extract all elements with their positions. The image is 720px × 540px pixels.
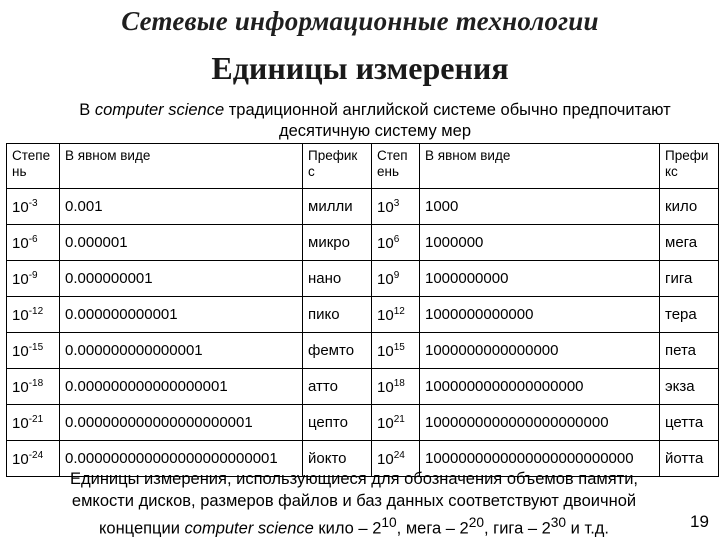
small-prefix: цепто: [308, 414, 348, 431]
cell-pos-power: [372, 225, 420, 261]
power-base: 10: [377, 198, 394, 216]
cell-neg-power: [7, 261, 60, 297]
large-prefix: гига: [665, 270, 693, 287]
cell-small-value: [60, 369, 303, 405]
large-prefix: мега: [665, 234, 698, 251]
power-exponent: 3: [393, 197, 400, 209]
cell-large-prefix: [660, 333, 719, 369]
cell-large-prefix: [660, 441, 719, 477]
cell-large-value: [420, 369, 660, 405]
cell-small-value: [60, 297, 303, 333]
cell-large-prefix: [660, 405, 719, 441]
cell-large-value: [420, 189, 660, 225]
header-explicit: В явном виде: [60, 144, 303, 189]
small-prefix: йокто: [308, 450, 347, 467]
large-prefix: кило: [665, 198, 698, 215]
slide-title: Единицы измерения: [211, 50, 509, 86]
power-exponent: -24: [28, 449, 44, 461]
large-prefix: пета: [665, 342, 697, 359]
cell-large-prefix: [660, 297, 719, 333]
intro-part2: традиционной английской системе обычно предпочитают: [224, 101, 671, 119]
cell-large-prefix: [660, 225, 719, 261]
power-base: 10: [377, 378, 394, 396]
small-prefix: пико: [308, 306, 340, 323]
power-base: 10: [377, 270, 394, 288]
small-value: 0.000000000000000001: [65, 378, 228, 395]
large-value: 1000000000000000000: [425, 378, 584, 395]
power-base: 10: [377, 234, 394, 252]
large-prefix: йотта: [665, 450, 704, 467]
power-base: 10: [12, 378, 29, 396]
power-exponent: 6: [393, 233, 400, 245]
header-power: Степе нь: [7, 144, 60, 189]
small-value: 0.001: [65, 198, 103, 215]
power-base: 10: [377, 414, 394, 432]
cell-neg-power: [7, 189, 60, 225]
cell-pos-power: [372, 369, 420, 405]
cell-pos-power: [372, 297, 420, 333]
footer-italic: computer science: [184, 519, 314, 538]
slide-header: Сетевые информационные технологии: [121, 6, 599, 36]
cell-pos-power: [372, 261, 420, 297]
cell-small-prefix: [303, 189, 372, 225]
cell-neg-power: [7, 333, 60, 369]
table-row: [7, 405, 719, 441]
power-exponent: -12: [28, 305, 44, 317]
header-explicit-2: В явном виде: [420, 144, 660, 189]
small-value: 0.000001: [65, 234, 128, 251]
cell-large-prefix: [660, 189, 719, 225]
power-exponent: -21: [28, 413, 44, 425]
small-prefix: атто: [308, 378, 338, 395]
units-table: [6, 143, 719, 477]
power-exponent: 15: [393, 341, 405, 353]
power-base: 10: [377, 450, 394, 468]
table-header-row: [7, 144, 719, 189]
footer-line2: емкости дисков, размеров файлов и баз данных соответствуют двоичной: [71, 492, 637, 510]
cell-small-prefix: [303, 333, 372, 369]
large-value: 1000000000000000000000000: [425, 450, 634, 467]
power-base: 10: [12, 414, 29, 432]
small-prefix: микро: [308, 234, 350, 251]
power-exponent: -6: [28, 233, 38, 245]
cell-neg-power: [7, 225, 60, 261]
cell-small-prefix: [303, 369, 372, 405]
footer-text: [44, 468, 664, 540]
power-base: 10: [12, 198, 29, 216]
large-value: 1000000000000: [425, 306, 534, 323]
cell-small-prefix: [303, 261, 372, 297]
header-prefix-2: Префи кс: [660, 144, 719, 189]
power-base: 10: [12, 450, 29, 468]
cell-pos-power: [372, 189, 420, 225]
large-prefix: тера: [665, 306, 697, 323]
power-base: 10: [12, 270, 29, 288]
power-base: 10: [12, 342, 29, 360]
power-exponent: 21: [393, 413, 405, 425]
cell-neg-power: [7, 369, 60, 405]
small-value: 0.000000000000000000001: [65, 414, 253, 431]
small-value: 0.000000000001: [65, 306, 178, 323]
cell-large-value: [420, 297, 660, 333]
footer-line3c: , мега – 2: [396, 519, 469, 538]
table-row: [7, 261, 719, 297]
cell-large-prefix: [660, 369, 719, 405]
cell-large-value: [420, 333, 660, 369]
footer-line3e: и т.д.: [566, 519, 609, 538]
footer-exp2: 20: [468, 515, 485, 530]
intro-text: [30, 100, 720, 142]
cell-small-value: [60, 225, 303, 261]
large-value: 1000000000: [425, 270, 509, 287]
power-exponent: -9: [28, 269, 38, 281]
small-prefix: фемто: [308, 342, 355, 359]
power-exponent: -18: [28, 377, 44, 389]
page-number: 19: [690, 512, 709, 531]
intro-part1: В: [79, 101, 95, 119]
small-prefix: милли: [308, 198, 353, 215]
cell-small-value: [60, 261, 303, 297]
small-value: 0.000000000000001: [65, 342, 203, 359]
power-exponent: -15: [28, 341, 44, 353]
power-base: 10: [12, 306, 29, 324]
small-prefix: нано: [308, 270, 342, 287]
power-exponent: 12: [393, 305, 405, 317]
small-value: 0.000000001: [65, 270, 153, 287]
small-value: 0.000000000000000000000001: [65, 450, 278, 467]
table-row: [7, 297, 719, 333]
power-exponent: 18: [393, 377, 405, 389]
footer-line3b: кило – 2: [313, 519, 382, 538]
table-row: [7, 189, 719, 225]
large-prefix: цетта: [665, 414, 704, 431]
footer-line1: Единицы измерения, использующиеся для обозначения объемов памяти,: [69, 470, 639, 488]
header-prefix: Префик с: [303, 144, 372, 189]
cell-small-value: [60, 189, 303, 225]
cell-small-prefix: [303, 225, 372, 261]
footer-line3a: концепции: [98, 519, 185, 538]
large-prefix: экза: [665, 378, 695, 395]
large-value: 1000: [425, 198, 459, 215]
table-row: [7, 333, 719, 369]
cell-neg-power: [7, 405, 60, 441]
power-base: 10: [377, 306, 394, 324]
power-base: 10: [377, 342, 394, 360]
cell-large-value: [420, 405, 660, 441]
cell-large-value: [420, 261, 660, 297]
power-base: 10: [12, 234, 29, 252]
large-value: 1000000000000000000000: [425, 414, 609, 431]
table-row: [7, 369, 719, 405]
footer-line3d: , гига – 2: [484, 519, 551, 538]
cell-large-prefix: [660, 261, 719, 297]
cell-neg-power: [7, 297, 60, 333]
cell-small-prefix: [303, 297, 372, 333]
large-value: 1000000000000000: [425, 342, 559, 359]
cell-small-value: [60, 333, 303, 369]
header-power-2: Степ ень: [372, 144, 420, 189]
footer-exp1: 10: [381, 515, 397, 530]
intro-line2: десятичную систему мер: [278, 122, 471, 140]
cell-pos-power: [372, 405, 420, 441]
cell-pos-power: [372, 333, 420, 369]
power-exponent: 24: [393, 449, 405, 461]
power-exponent: 9: [393, 269, 400, 281]
footer-exp3: 30: [550, 515, 567, 530]
cell-small-value: [60, 405, 303, 441]
table-row: [7, 225, 719, 261]
large-value: 1000000: [425, 234, 484, 251]
cell-small-prefix: [303, 405, 372, 441]
power-exponent: -3: [28, 197, 38, 209]
intro-italic: computer science: [94, 101, 225, 119]
cell-large-value: [420, 225, 660, 261]
